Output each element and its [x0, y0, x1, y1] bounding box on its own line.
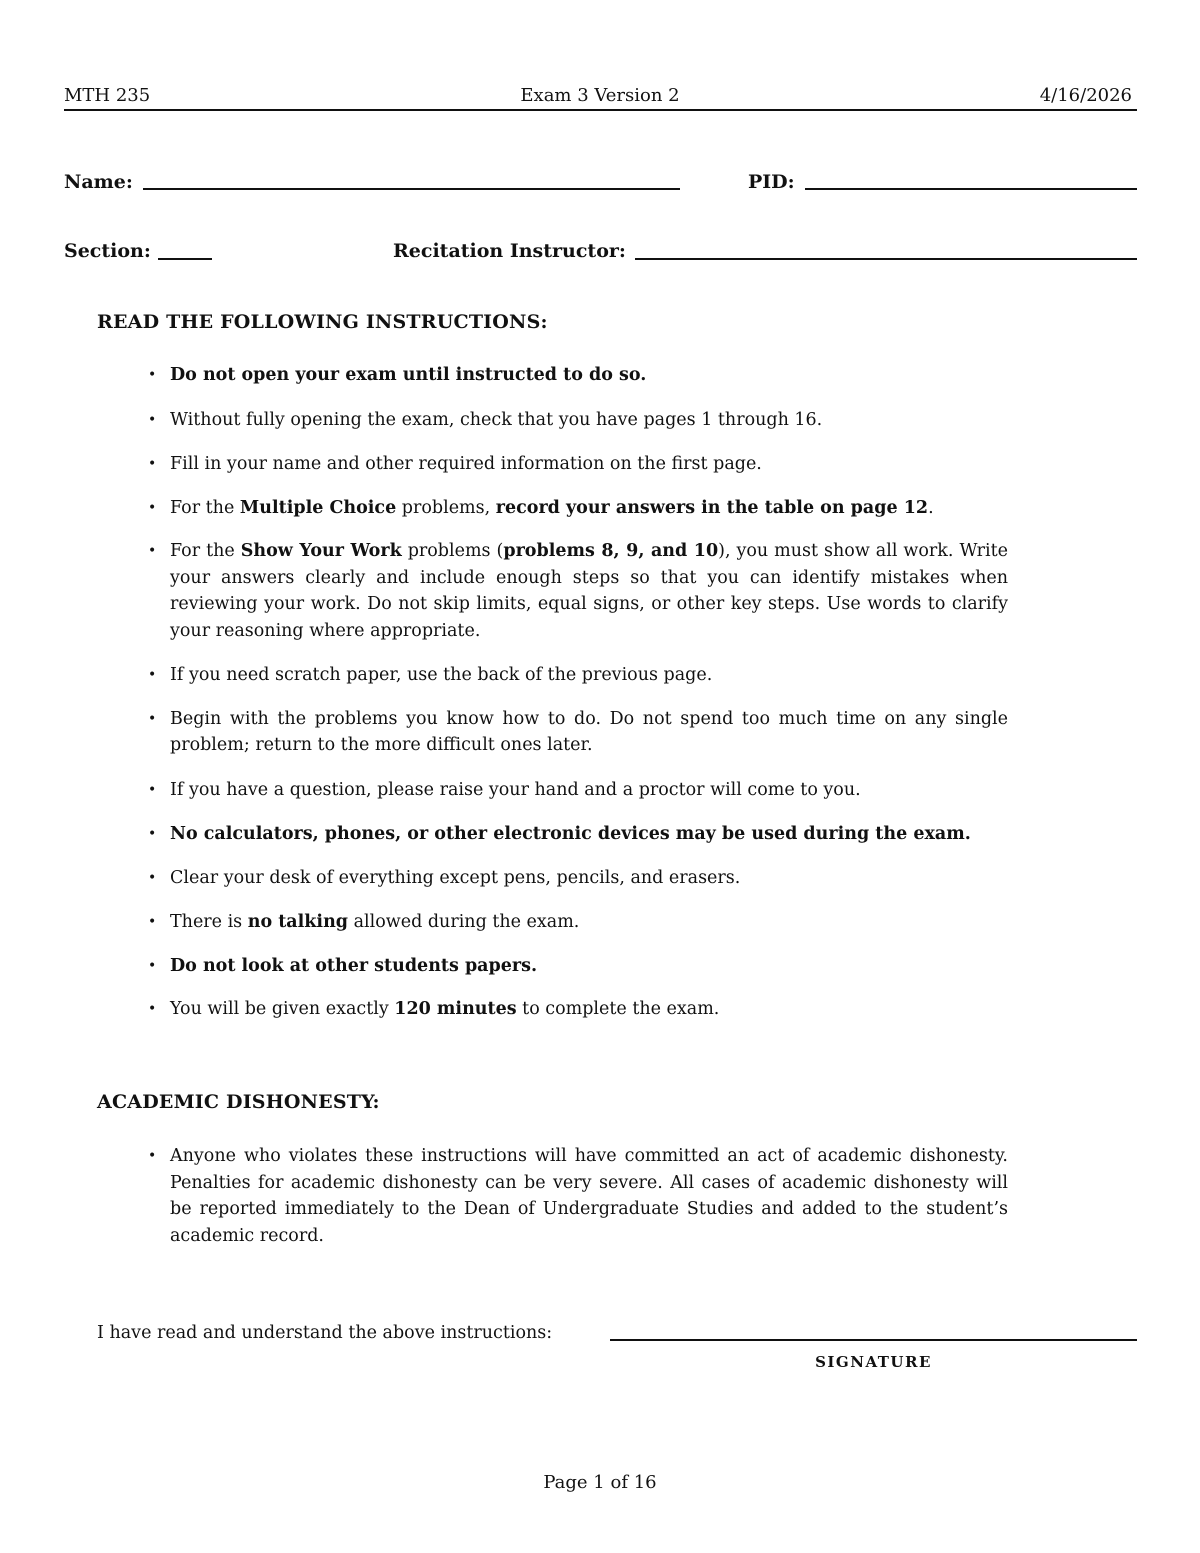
bullet-icon: •: [148, 667, 157, 683]
list-item: [146, 909, 1008, 936]
list-item: [146, 451, 1008, 478]
dishonesty-list: [146, 1143, 1008, 1249]
exam-date: 4/16/2026: [1039, 85, 1132, 106]
pid-field[interactable]: [805, 188, 1137, 190]
header-rule: [64, 109, 1137, 111]
list-item-text: Multiple Choice: [239, 497, 397, 518]
signature-field[interactable]: [610, 1339, 1137, 1341]
list-item-text: If you have a question, please raise your hand and a proctor will come to you.: [170, 779, 861, 800]
bullet-icon: •: [148, 914, 157, 930]
list-item-text: Do not open your exam until instructed to do so.: [170, 365, 647, 385]
bullet-icon: •: [148, 1148, 157, 1164]
list-item-text: Fill in your name and other required information on the first page.: [170, 454, 762, 474]
list-item: [146, 706, 1008, 759]
bullet-icon: •: [148, 957, 157, 974]
pid-label: PID:: [748, 171, 795, 193]
signature-caption: SIGNATURE: [815, 1353, 932, 1371]
list-item-text: For the: [170, 541, 241, 561]
list-item-text: problems,: [396, 497, 496, 518]
bullet-icon: •: [148, 499, 157, 516]
list-item: [146, 777, 1008, 804]
list-item-text: ), you must show all work. Write your answers clearly and include enough steps so that you can identify mistakes when reviewing your work. Do not skip limits, equal signs, or other key steps. Use words to clarify your reasoning where appropriate.: [170, 541, 1008, 641]
list-item-text: Show Your Work: [240, 541, 402, 561]
instructions-list: [146, 362, 1008, 1023]
list-item: [146, 821, 1008, 848]
list-item: [146, 495, 1008, 522]
recitation-label: Recitation Instructor:: [393, 240, 626, 262]
list-item: [146, 407, 1008, 434]
section-label: Section:: [64, 240, 151, 262]
list-item-text: If you need scratch paper, use the back of the previous page.: [170, 665, 713, 685]
instructions-heading: READ THE FOLLOWING INSTRUCTIONS:: [97, 311, 548, 333]
list-item-text: record your answers in the table on page 12: [495, 497, 929, 518]
section-field[interactable]: [158, 258, 212, 260]
list-item-text: Do not look at other students papers.: [170, 955, 538, 976]
list-item-text: Clear your desk of everything except pens, pencils, and erasers.: [170, 867, 741, 888]
bullet-icon: •: [148, 1001, 157, 1017]
signature-statement: I have read and understand the above instructions:: [97, 1323, 553, 1343]
list-item-text: Begin with the problems you know how to do. Do not spend too much time on any single problem; return to the more difficult ones later.: [170, 708, 1008, 755]
list-item-text: 120 minutes: [394, 999, 517, 1019]
list-item: [146, 362, 1008, 389]
bullet-icon: •: [148, 543, 157, 559]
list-item: [146, 996, 1008, 1023]
name-label: Name:: [64, 171, 133, 193]
list-item-text: No calculators, phones, or other electronic devices may be used during the exam.: [170, 824, 971, 844]
name-field[interactable]: [143, 188, 680, 190]
list-item: [146, 538, 1008, 644]
dishonesty-heading: ACADEMIC DISHONESTY:: [97, 1091, 380, 1113]
list-item: [146, 953, 1008, 980]
list-item-text: You will be given exactly: [170, 999, 395, 1019]
list-item-text: Without fully opening the exam, check that you have pages 1 through 16.: [170, 409, 823, 430]
list-item-text: problems (: [401, 541, 504, 561]
exam-title: Exam 3 Version 2: [520, 85, 680, 106]
bullet-icon: •: [148, 456, 157, 472]
bullet-icon: •: [148, 710, 157, 727]
list-item-text: problems 8, 9, and 10: [503, 541, 719, 561]
bullet-icon: •: [148, 367, 157, 383]
bullet-icon: •: [148, 869, 157, 886]
course-code: MTH 235: [64, 85, 151, 106]
list-item-text: no talking: [247, 912, 349, 932]
list-item: [146, 662, 1008, 689]
list-item: [146, 865, 1008, 892]
bullet-icon: •: [148, 781, 157, 798]
recitation-instructor-field[interactable]: [635, 258, 1137, 260]
list-item-text: .: [928, 497, 934, 518]
list-item-text: to complete the exam.: [516, 999, 720, 1019]
list-item-text: For the: [170, 497, 240, 518]
bullet-icon: •: [148, 411, 157, 428]
list-item: [146, 1143, 1008, 1249]
page-number: Page 1 of 16: [543, 1472, 657, 1493]
list-item-text: allowed during the exam.: [348, 912, 580, 932]
list-item-text: Anyone who violates these instructions will have committed an act of academic dishonesty. Penalties for academic dishonesty can be very severe. All cases of academic dishonesty will be reported immediately to the Dean of Undergraduate Studies and added to the student’s academic record.: [170, 1146, 1008, 1246]
list-item-text: There is: [170, 912, 248, 932]
bullet-icon: •: [148, 826, 157, 842]
